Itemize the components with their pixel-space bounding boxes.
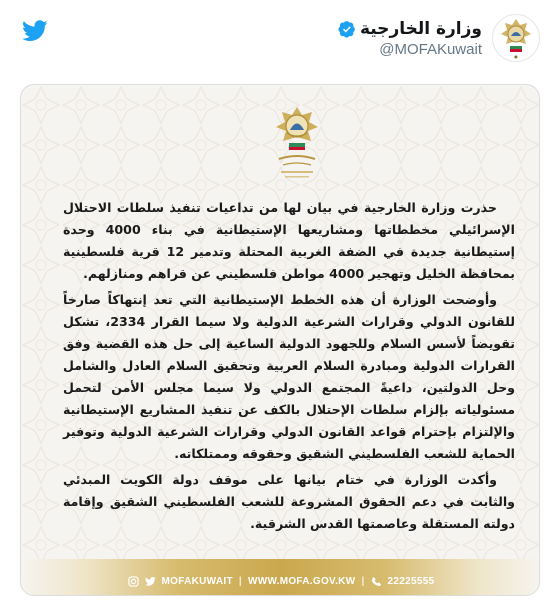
account-handle[interactable]: @MOFAKuwait [379,40,482,58]
phone-icon [371,576,382,587]
image-footer [21,559,540,595]
footer-separator: | [361,576,365,587]
svg-text:●: ● [514,54,518,59]
twitter-bird-icon[interactable] [22,20,48,42]
instagram-icon [128,576,139,587]
ministry-emblem-icon [265,103,329,187]
footer-website: WWW.MOFA.GOV.KW [247,576,356,587]
footer-separator: | [238,576,242,587]
verified-badge-icon [338,20,356,38]
statement-paragraph: وأكدت الوزارة في ختام بيانها على موقف دولة الكويت المبدئي والثابت في دعم الحقوق المشروعة للشعب الفلسطيني الشقيق وإقامة دولته المستقلة وعاصمتها القدس الشرقية. [63,472,515,531]
tweet-image[interactable] [20,84,540,596]
account-names [338,19,482,58]
footer-handle: MOFAKUWAIT [161,576,233,587]
kuwait-mofa-emblem-icon [496,16,536,60]
statement-paragraph: حذرت وزارة الخارجية في بيان لها من تداعيات تنفيذ سلطات الاحتلال الإسرائيلي مخططاتها ومشاريعها الإستيطانية في بناء 4000 وحدة إستيطانية جديدة في الضفة الغربية المحتلة وتدمير 12 قرية فلسطينية بمحافظة الخليل وتهجير 4000 مواطن فلسطيني عن قراهم ومنازلهم. [63,200,516,281]
statement-paragraph: وأوضحت الوزارة أن هذه الخطط الإستيطانية التي تعد إنتهاكاً صارخاً للقانون الدولي وقرارات الشرعية الدولية ولا سيما القرار 2334، تشكل تقويضاً لأسس السلام وللجهود الدولية الساعية إلى حل هذه القضية وفق القرارات الدولية ومبادرة السلام العربية وتحقيق السلام العادل والشامل وحل الدولتين، داعيةً المجتمع الدولي ولا سيما مجلس الأمن لتحمل مسئولياته بإلزام سلطات الإحتلال بالكف عن تنفيذ المشاريع الإستيطانية والإلتزام بإحترام قواعد القانون الدولي وقرارات الشرعية الدولية وتوفير الحماية للشعب الفلسطيني الشقيق وحقوقه وممتلكاته. [63,292,515,461]
account-info[interactable] [338,12,540,64]
footer-phone: 22225555 [387,576,435,587]
tweet-header [0,0,560,80]
twitter-icon [145,576,156,587]
display-name[interactable]: وزارة الخارجية [359,18,482,39]
statement-text [63,197,515,539]
avatar[interactable] [492,14,540,62]
